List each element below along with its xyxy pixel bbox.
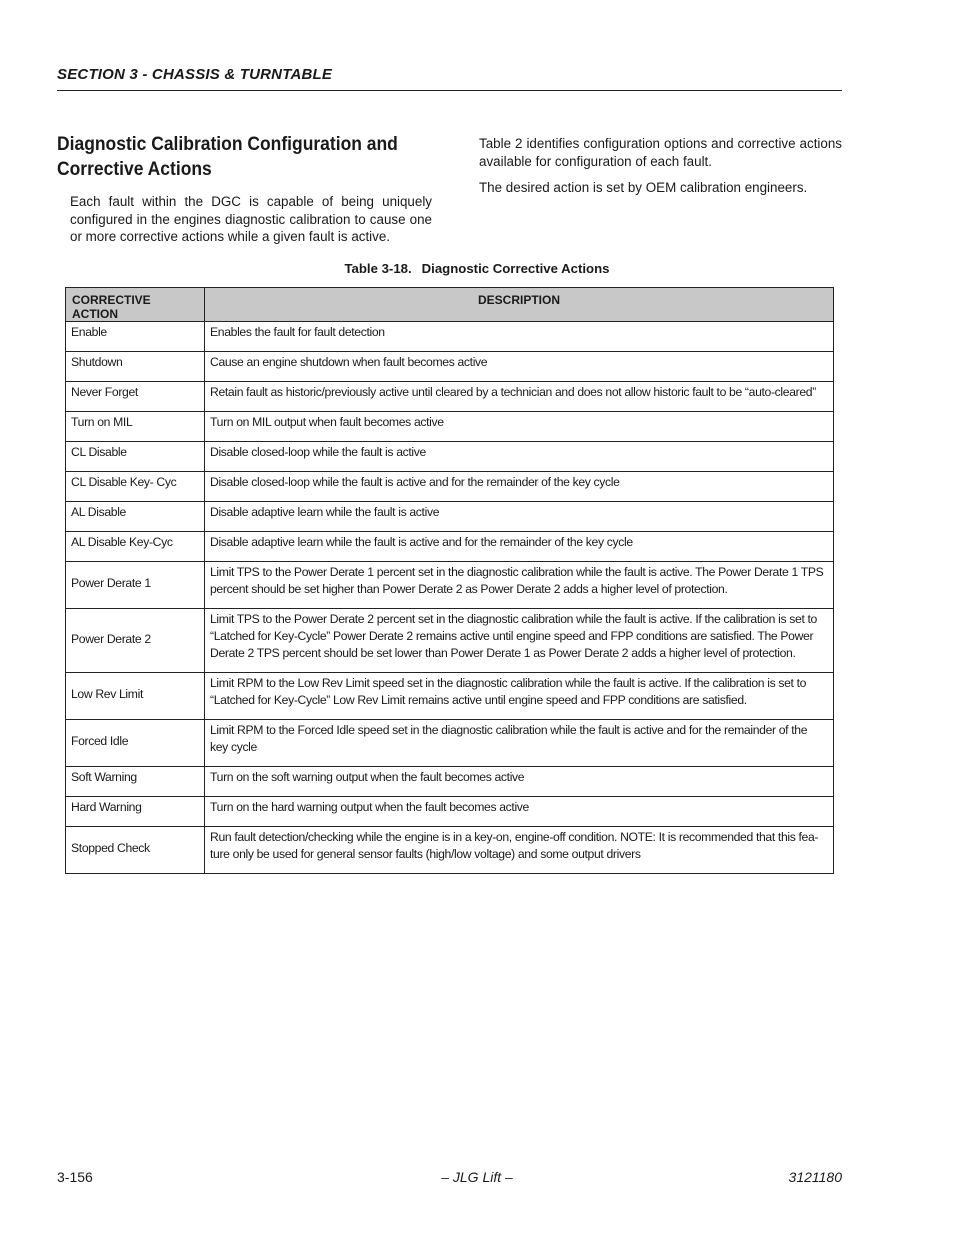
table-row — [66, 352, 834, 382]
right-paragraph: Table 2 identifies configuration options and corrective actions available for configuration of each fault. — [479, 136, 842, 169]
corrective-action-cell: Forced Idle — [66, 720, 205, 767]
section-header — [57, 66, 842, 91]
table-row — [66, 609, 834, 673]
description-cell: Limit RPM to the Forced Idle speed set in the diagnostic calibration while the fault is active and for the remainder of the key cycle — [205, 720, 834, 767]
corrective-action-cell: Stopped Check — [66, 827, 205, 874]
corrective-action-cell: Turn on MIL — [66, 412, 205, 442]
corrective-action-cell: AL Disable — [66, 502, 205, 532]
description-cell: Retain fault as historic/previously active until cleared by a technician and does not allow historic fault to be “auto-cleared” — [205, 382, 834, 412]
table-title: Diagnostic Corrective Actions — [421, 261, 610, 276]
document-number: 3121180 — [788, 1169, 842, 1185]
corrective-action-cell: CL Disable — [66, 442, 205, 472]
description-cell: Limit TPS to the Power Derate 2 percent set in the diagnostic calibration while the fault is active. If the calibration is set to “Latched for Key-Cycle” Power Derate 2 remains active until engine speed and FPP conditions are satisfied. The Power Derate 2 TPS percent should be set lower than Power Derate 1 as Power Derate 2 adds a higher level of protection. — [205, 609, 834, 673]
right-column — [479, 135, 842, 206]
description-cell: Turn on MIL output when fault becomes active — [205, 412, 834, 442]
description-cell: Cause an engine shutdown when fault becomes active — [205, 352, 834, 382]
description-cell: Turn on the soft warning output when the fault becomes active — [205, 767, 834, 797]
corrective-action-cell: Hard Warning — [66, 797, 205, 827]
description-cell: Turn on the hard warning output when the fault becomes active — [205, 797, 834, 827]
table-row — [66, 412, 834, 442]
description-cell: Disable closed-loop while the fault is active — [205, 442, 834, 472]
table-row — [66, 562, 834, 609]
corrective-action-cell: AL Disable Key-Cyc — [66, 532, 205, 562]
description-cell: Run fault detection/checking while the engine is in a key-on, engine-off condition. NOTE: It is recommended that this feature only be used for general sensor faults (high/low voltage) and some output drivers — [205, 827, 834, 874]
footer-brand: – JLG Lift – — [441, 1169, 513, 1185]
table-row — [66, 827, 834, 874]
page-number: 3-156 — [57, 1169, 93, 1185]
table-row — [66, 382, 834, 412]
corrective-actions-table — [65, 287, 834, 874]
column-header-description: DESCRIPTION — [205, 288, 834, 322]
description-cell: Enables the fault for fault detection — [205, 322, 834, 352]
table-row — [66, 797, 834, 827]
table-row — [66, 472, 834, 502]
corrective-action-cell: Low Rev Limit — [66, 673, 205, 720]
table-row — [66, 502, 834, 532]
table-row — [66, 720, 834, 767]
page-heading: Diagnostic Calibration Configuration and Corrective Actions — [57, 134, 398, 180]
table-row — [66, 673, 834, 720]
description-cell: Disable closed-loop while the fault is active and for the remainder of the key cycle — [205, 472, 834, 502]
table-body — [66, 322, 834, 874]
intro-paragraph: Each fault within the DGC is capable of being uniquely configured in the engines diagnostic calibration to cause one or more corrective actions while a given fault is active. — [70, 194, 432, 244]
description-cell: Limit TPS to the Power Derate 1 percent set in the diagnostic calibration while the fault is active. The Power Derate 1 TPS percent should be set higher than Power Derate 2 as Power Derate 2 adds a higher level of protection. — [205, 562, 834, 609]
corrective-action-cell: Soft Warning — [66, 767, 205, 797]
corrective-action-cell: Never Forget — [66, 382, 205, 412]
corrective-action-cell: Shutdown — [66, 352, 205, 382]
table-row — [66, 767, 834, 797]
description-cell: Limit RPM to the Low Rev Limit speed set in the diagnostic calibration while the fault is active. If the calibration is set to “Latched for Key-Cycle” Low Rev Limit remains active until engine speed and FPP conditions are satisfied. — [205, 673, 834, 720]
table-row — [66, 322, 834, 352]
column-header-action: CORRECTIVE ACTION — [66, 288, 205, 322]
corrective-action-cell: Power Derate 2 — [66, 609, 205, 673]
table-row — [66, 532, 834, 562]
corrective-action-cell: Enable — [66, 322, 205, 352]
table-caption — [0, 261, 954, 276]
corrective-action-cell: Power Derate 1 — [66, 562, 205, 609]
description-cell: Disable adaptive learn while the fault is active — [205, 502, 834, 532]
description-cell: Disable adaptive learn while the fault is active and for the remainder of the key cycle — [205, 532, 834, 562]
table-header-row — [66, 288, 834, 322]
section-title: SECTION 3 - CHASSIS & TURNTABLE — [57, 66, 333, 83]
table-row — [66, 442, 834, 472]
corrective-action-cell: CL Disable Key- Cyc — [66, 472, 205, 502]
table-number: Table 3-18. — [344, 261, 412, 276]
right-paragraph: The desired action is set by OEM calibration engineers. — [479, 180, 808, 195]
